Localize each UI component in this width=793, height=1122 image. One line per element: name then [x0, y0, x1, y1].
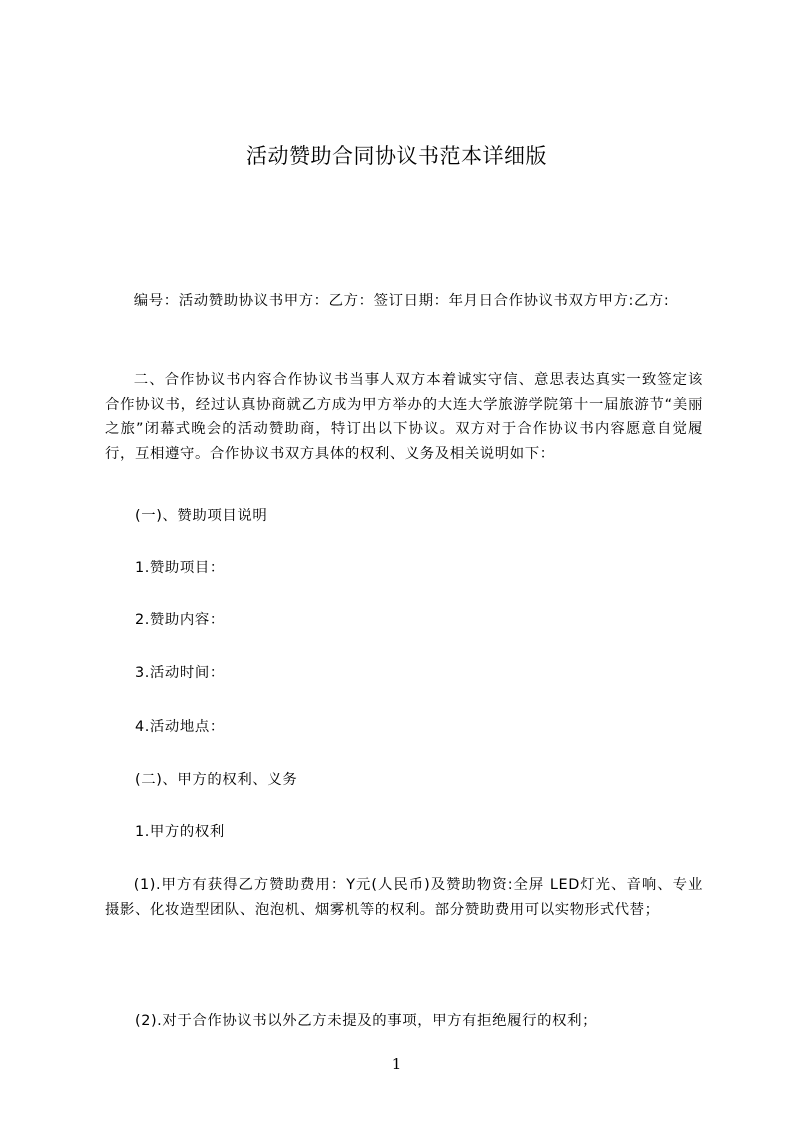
item-sponsorship-content: 2.赞助内容：	[135, 612, 225, 628]
heading-party-a-rights: (二)、甲方的权利、义务	[135, 772, 298, 788]
intro-paragraph: 编号：活动赞助协议书甲方：乙方：签订日期：年月日合作协议书双方甲方:乙方:	[133, 293, 670, 309]
item-event-location: 4.活动地点：	[135, 719, 225, 735]
page-number: 1	[391, 1055, 402, 1073]
section-two-paragraph: 二、合作协议书内容合作协议书当事人双方本着诚实守信、意思表达真实一致签定该合作协议书，经过认真协商就乙方成为甲方举办的大连大学旅游学院第十一届旅游节“美丽之旅”闭幕式晚会的活动赞助商，特订出以下协议。双方对于合作协议书内容愿意自觉履行，互相遵守。合作协议书双方具体的权利、义务及相关说明如下：	[105, 372, 703, 462]
right-one-paragraph: (1).甲方有获得乙方赞助费用：Y元(人民币)及赞助物资:全屏 LED灯光、音响、专业摄影、化妆造型团队、泡泡机、烟雾机等的权利。部分赞助费用可以实物形式代替；	[105, 877, 703, 918]
sub-heading-party-a-rights: 1.甲方的权利	[135, 824, 225, 840]
heading-sponsorship-items: (一)、赞助项目说明	[135, 508, 268, 524]
right-two-line: (2).对于合作协议书以外乙方未提及的事项，甲方有拒绝履行的权利；	[135, 1013, 598, 1029]
item-event-time: 3.活动时间：	[135, 665, 225, 681]
item-sponsorship-project: 1.赞助项目：	[135, 560, 225, 576]
document-title: 活动赞助合同协议书范本详细版	[246, 144, 547, 168]
